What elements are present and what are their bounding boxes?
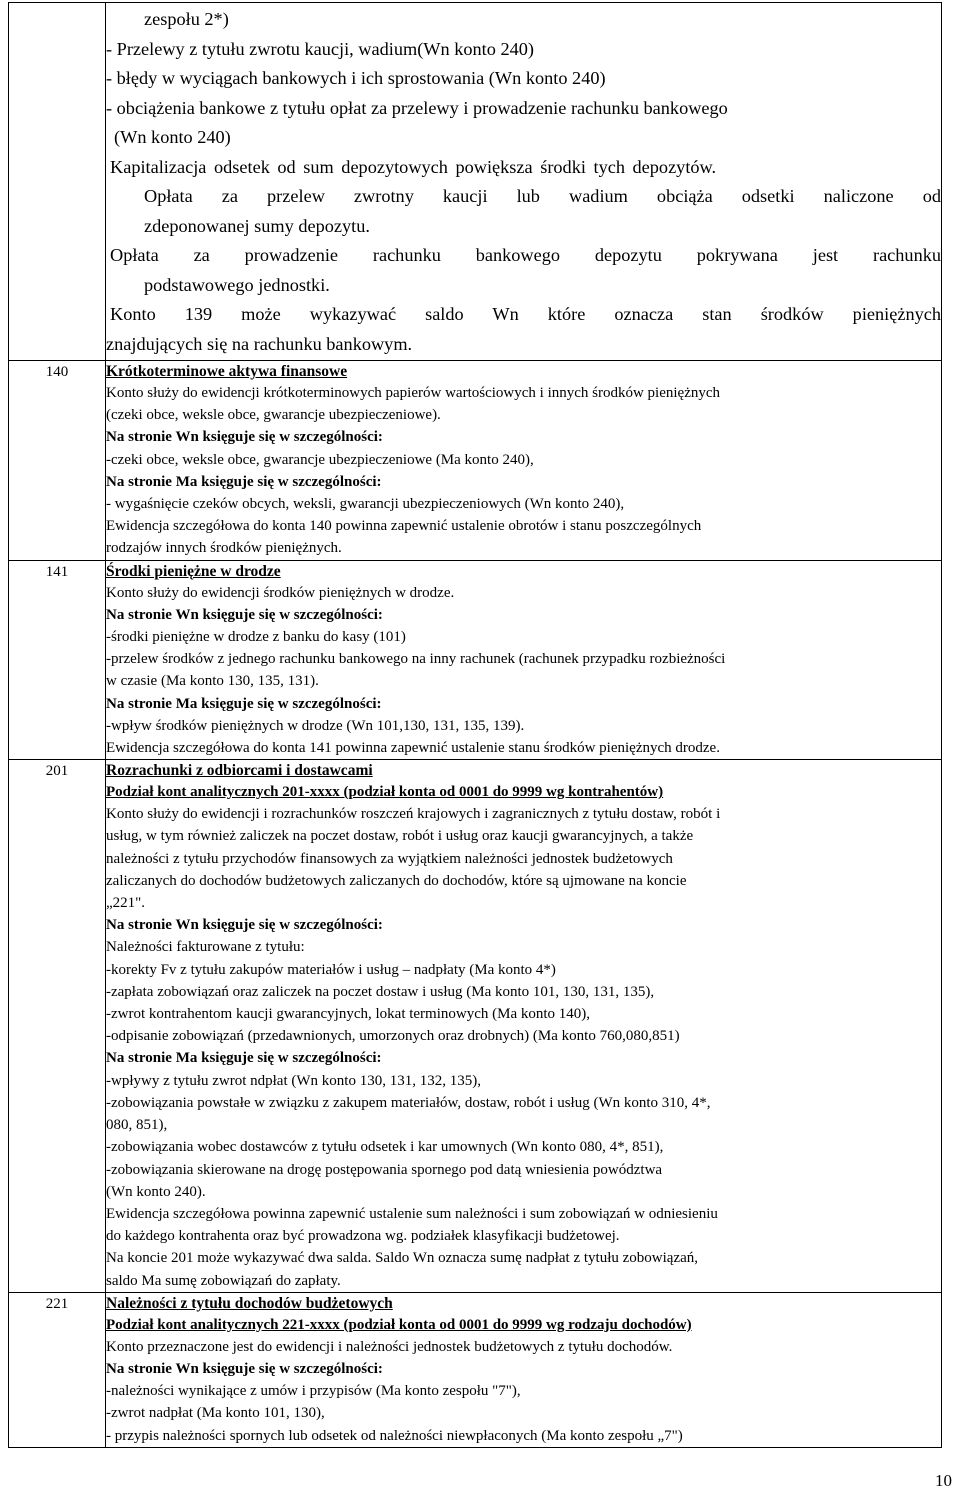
text-line: należności z tytułu przychodów finansowych za wyjątkiem należności jednostek budżetowych — [106, 850, 673, 867]
text-line: w czasie (Ma konto 130, 135, 131). — [106, 673, 319, 690]
text-line: - obciążenia bankowe z tytułu opłat za przelewy i prowadzenie rachunku bankowego — [106, 97, 728, 118]
text-line: -wpływ środków pieniężnych w drodze (Wn 101,130, 131, 135, 139). — [106, 717, 525, 734]
table-row — [9, 3, 942, 361]
text-line: Opłata za prowadzenie rachunku bankowego depozytu pokrywana jest rachunku — [110, 245, 941, 265]
account-title: Należności z tytułu dochodów budżetowych — [106, 1294, 393, 1312]
text-line: -zwrot kontrahentom kaucji gwarancyjnych, lokat terminowych (Ma konto 140), — [106, 1006, 591, 1023]
text-line: Konto służy do ewidencji środków pieniężnych w drodze. — [106, 584, 455, 601]
account-number-cell — [9, 1292, 106, 1447]
text-line: Konto służy do ewidencji i rozrachunków roszczeń krajowych i zagranicznych z tytułu dostaw, robót i — [106, 806, 721, 823]
text-line: zdeponowanej sumy depozytu. — [144, 215, 370, 236]
text-line: 080, 851), — [106, 1117, 168, 1134]
page-number: 10 — [935, 1471, 952, 1490]
account-number-cell — [9, 361, 106, 561]
text-line: - wygaśnięcie czeków obcych, weksli, gwarancji ubezpieczeniowych (Wn konto 240), — [106, 496, 625, 513]
text-line: (Wn konto 240) — [114, 127, 231, 147]
text-line: -odpisanie zobowiązań (przedawnionych, umorzonych oraz drobnych) (Ma konto 760,080,851) — [106, 1028, 680, 1045]
text-line: Kapitalizacja odsetek od sum depozytowych powiększa środki tych depozytów. — [110, 156, 717, 177]
accounts-table — [8, 2, 942, 1448]
account-description-cell — [106, 760, 942, 1292]
text-line: usług, w tym również zaliczek na poczet dostaw, robót i usług oraz kaucji gwarancyjnych, a także — [106, 828, 694, 845]
text-line: Ewidencja szczegółowa powinna zapewnić ustalenie sum należności i sum zobowiązań w odniesieniu — [106, 1205, 718, 1222]
account-title: Rozrachunki z odbiorcami i dostawcami — [106, 762, 373, 780]
account-description-cell — [106, 361, 942, 561]
table-row — [9, 560, 942, 760]
table-row — [9, 1292, 942, 1447]
section-heading: Na stronie Wn księguje się w szczególności: — [106, 1360, 383, 1377]
account-number-cell — [9, 760, 106, 1292]
section-heading: Na stronie Ma księguje się w szczególności: — [106, 695, 382, 712]
section-heading: Na stronie Ma księguje się w szczególności: — [106, 473, 382, 490]
text-line: Ewidencja szczegółowa do konta 141 powinna zapewnić ustalenie stanu środków pieniężnych drodze. — [106, 740, 720, 757]
account-number: 221 — [45, 1295, 69, 1312]
text-line: -zwrot nadpłat (Ma konto 101, 130), — [106, 1405, 325, 1422]
text-line: -zobowiązania skierowane na drogę postępowania spornego pod datą wniesienia powództwa — [106, 1161, 663, 1178]
text-line: Opłata za przelew zwrotny kaucji lub wadium obciąża odsetki naliczone od — [144, 186, 941, 206]
text-line: (czeki obce, weksle obce, gwarancje ubezpieczeniowe). — [106, 407, 441, 424]
account-description-cell — [106, 1292, 942, 1447]
text-line: -należności wynikające z umów i przypisów (Ma konto zespołu "7"), — [106, 1383, 521, 1400]
text-line: saldo Ma sumę zobowiązań do zapłaty. — [106, 1272, 341, 1289]
account-number-cell — [9, 3, 106, 361]
account-number: 141 — [45, 563, 69, 580]
account-title: Krótkoterminowe aktywa finansowe — [106, 363, 348, 380]
text-line: -czeki obce, weksle obce, gwarancje ubezpieczeniowe (Ma konto 240), — [106, 451, 534, 468]
text-line: -zobowiązania powstałe w związku z zakupem materiałów, dostaw, robót i usług (Wn konto 310, 4*, — [106, 1094, 711, 1111]
text-line: Na koncie 201 może wykazywać dwa salda. Saldo Wn oznacza sumę nadpłat z tytułu zobowiązań, — [106, 1250, 699, 1267]
text-line: -przelew środków z jednego rachunku bankowego na inny rachunek (rachunek przypadku rozbieżności — [106, 651, 726, 668]
text-line: - błędy w wyciągach bankowych i ich sprostowania (Wn konto 240) — [106, 68, 606, 88]
text-line: do każdego kontrahenta oraz być prowadzona wg. podziałek klasyfikacji budżetowej. — [106, 1228, 620, 1245]
account-number-cell — [9, 560, 106, 760]
text-line: -wpływy z tytułu zwrot ndpłat (Wn konto 130, 131, 132, 135), — [106, 1072, 481, 1089]
text-line: zaliczanych do dochodów budżetowych zaliczanych do dochodów, które są ujmowane na koncie — [106, 872, 687, 889]
text-line: Konto 139 może wykazywać saldo Wn które oznacza stan środków pieniężnych — [110, 304, 941, 324]
text-line: rodzajów innych środków pieniężnych. — [106, 540, 342, 557]
text-line: (Wn konto 240). — [106, 1183, 206, 1200]
text-line: - Przelewy z tytułu zwrotu kaucji, wadium(Wn konto 240) — [106, 38, 534, 59]
section-heading: Podział kont analitycznych 201-xxxx (podział konta od 0001 do 9999 wg kontrahentów) — [106, 784, 664, 801]
account-title: Środki pieniężne w drodze — [106, 562, 281, 580]
text-line: -korekty Fv z tytułu zakupów materiałów i usług – nadpłaty (Ma konto 4*) — [106, 961, 556, 978]
table-row — [9, 361, 942, 561]
account-description-cell — [106, 560, 942, 760]
section-heading: Podział kont analitycznych 221-xxxx (podział konta od 0001 do 9999 wg rodzaju dochodów) — [106, 1316, 692, 1333]
text-line: - przypis należności spornych lub odsetek od należności niewpłaconych (Ma konto zespołu „7") — [106, 1427, 683, 1444]
text-line: -zobowiązania wobec dostawców z tytułu odsetek i kar umownych (Wn konto 080, 4*, 851), — [106, 1139, 664, 1156]
section-heading: Na stronie Wn księguje się w szczególności: — [106, 606, 383, 623]
text-line: -zapłata zobowiązań oraz zaliczek na poczet dostaw i usług (Ma konto 101, 130, 131, 135), — [106, 983, 655, 1000]
section-heading: Na stronie Wn księguje się w szczególności: — [106, 917, 383, 934]
section-heading: Na stronie Ma księguje się w szczególności: — [106, 1050, 382, 1067]
text-line: podstawowego jednostki. — [144, 274, 330, 295]
text-line: znajdujących się na rachunku bankowym. — [106, 333, 413, 354]
text-line: Konto przeznaczone jest do ewidencji i należności jednostek budżetowych z tytułu dochodów. — [106, 1338, 673, 1355]
text-line: Konto służy do ewidencji krótkoterminowych papierów wartościowych i innych środków pieniężnych — [106, 385, 721, 401]
text-line: -środki pieniężne w drodze z banku do kasy (101) — [106, 629, 406, 646]
text-line: zespołu 2*) — [144, 9, 229, 29]
table-row — [9, 760, 942, 1292]
text-line: „221". — [106, 895, 146, 912]
section-heading: Na stronie Wn księguje się w szczególności: — [106, 429, 383, 446]
account-description-cell — [106, 3, 942, 361]
account-number: 140 — [45, 364, 69, 380]
text-line: Należności fakturowane z tytułu: — [106, 939, 305, 956]
sections — [9, 361, 942, 1448]
text-line: Ewidencja szczegółowa do konta 140 powinna zapewnić ustalenie obrotów i stanu poszczególnych — [106, 518, 702, 535]
account-number: 201 — [45, 763, 69, 780]
